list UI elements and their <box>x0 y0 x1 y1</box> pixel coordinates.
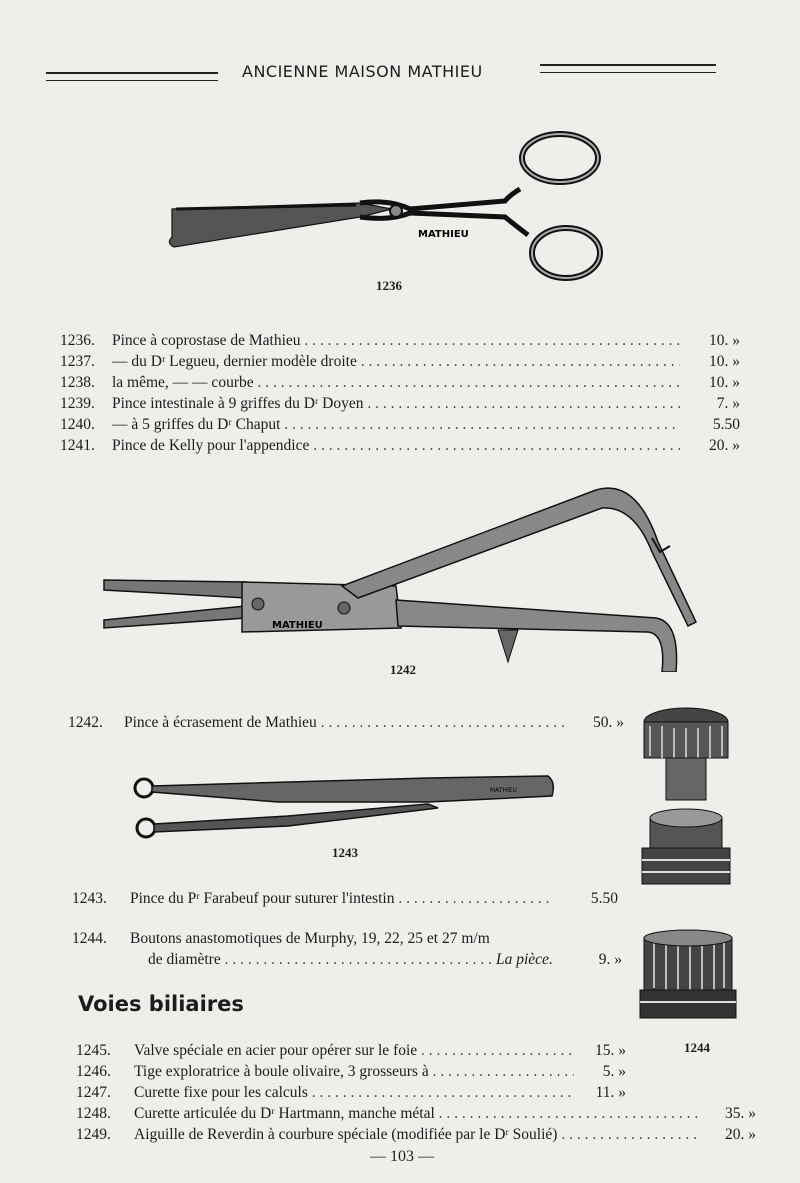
item-description: Tige exploratrice à boule olivaire, 3 grosseurs à . . . <box>134 1061 574 1082</box>
item-price: 5. » <box>602 1063 626 1080</box>
item-price: 15. » <box>595 1042 626 1059</box>
item-description: Aiguille de Reverdin à courbure spéciale (modifiée par le Dʳ Soulié) . . . <box>134 1124 702 1145</box>
item-price: 9. » <box>598 951 622 968</box>
item-price: 10. » <box>709 353 740 370</box>
list-item <box>72 928 622 949</box>
item-price: 10. » <box>709 332 740 349</box>
item-description: Boutons anastomotiques de Murphy, 19, 22, 25 et 27 m/m <box>130 930 490 947</box>
item-price: 7. » <box>716 395 740 412</box>
page-header <box>46 58 716 88</box>
item-price: 5.50 <box>590 890 618 907</box>
figure-1242-stamp: MATHIEU <box>272 620 323 631</box>
list-item <box>60 351 740 372</box>
figure-1243-caption: 1243 <box>332 845 358 860</box>
item-number: 1249. <box>76 1126 111 1143</box>
item-price: 11. » <box>595 1084 626 1101</box>
figure-1236-forceps <box>160 125 610 285</box>
item-number: 1248. <box>76 1105 111 1122</box>
figure-1242-crushing-clamp <box>96 482 706 672</box>
item-description: Curette articulée du Dʳ Hartmann, manche métal . . . <box>134 1103 702 1124</box>
figure-1244-murphy-buttons <box>636 700 740 1040</box>
item-price: 5.50 <box>712 416 740 433</box>
item-number: 1245. <box>76 1042 111 1059</box>
item-description: Pince à coprostase de Mathieu . . . <box>112 330 680 351</box>
item-number: 1237. <box>60 353 95 370</box>
item-number: 1243. <box>72 890 107 907</box>
item-description: — à 5 griffes du Dʳ Chaput . . . <box>112 414 680 435</box>
item-price: 35. » <box>725 1105 756 1122</box>
list-item <box>60 414 740 435</box>
list-item <box>76 1082 626 1103</box>
item-number: 1247. <box>76 1084 111 1101</box>
header-rule-left <box>46 72 218 81</box>
item-price: 10. » <box>709 374 740 391</box>
figure-1243-farabeuf-forceps <box>128 768 558 848</box>
item-price: 20. » <box>725 1126 756 1143</box>
header-title: ANCIENNE MAISON MATHIEU <box>242 62 483 81</box>
item-number: 1244. <box>72 930 107 947</box>
list-item <box>76 1061 626 1082</box>
list-item <box>76 1103 756 1124</box>
section-title: Voies biliaires <box>78 992 244 1016</box>
item-number: 1242. <box>68 714 103 731</box>
item-description: Pince à écrasement de Mathieu . . . <box>124 712 564 733</box>
item-unit-note: La pièce. <box>496 951 553 968</box>
figure-1242-caption: 1242 <box>390 662 416 677</box>
list-item <box>60 330 740 351</box>
item-description-cont: de diamètre . . . <box>148 949 494 970</box>
item-description: la même, — — courbe . . . <box>112 372 680 393</box>
header-rule-right <box>540 64 716 73</box>
list-item <box>60 393 740 414</box>
figure-1236-caption: 1236 <box>376 278 402 293</box>
figure-1243-stamp: MATHIEU <box>490 787 517 794</box>
item-description: Pince du Pʳ Farabeuf pour suturer l'intestin . . . <box>130 888 550 909</box>
list-item-continuation <box>72 949 622 970</box>
item-description: — du Dʳ Legueu, dernier modèle droite . . . <box>112 351 680 372</box>
item-number: 1246. <box>76 1063 111 1080</box>
item-number: 1240. <box>60 416 95 433</box>
list-item <box>72 888 622 909</box>
item-price: 20. » <box>709 437 740 454</box>
item-description: Valve spéciale en acier pour opérer sur le foie . . . <box>134 1040 574 1061</box>
item-number: 1241. <box>60 437 95 454</box>
list-item <box>60 372 740 393</box>
list-item <box>76 1040 626 1061</box>
page-number: — 103 — <box>370 1148 434 1165</box>
item-description: Pince de Kelly pour l'appendice . . . <box>112 435 680 456</box>
figure-1244-caption: 1244 <box>684 1040 710 1055</box>
item-number: 1239. <box>60 395 95 412</box>
item-price: 50. » <box>593 714 624 731</box>
list-item <box>60 435 740 456</box>
figure-1236-stamp: MATHIEU <box>418 229 469 240</box>
list-item <box>76 1124 756 1145</box>
item-number: 1238. <box>60 374 95 391</box>
item-description: Curette fixe pour les calculs . . . <box>134 1082 574 1103</box>
item-number: 1236. <box>60 332 95 349</box>
item-description: Pince intestinale à 9 griffes du Dʳ Doyen . . . <box>112 393 680 414</box>
list-item <box>68 712 628 733</box>
